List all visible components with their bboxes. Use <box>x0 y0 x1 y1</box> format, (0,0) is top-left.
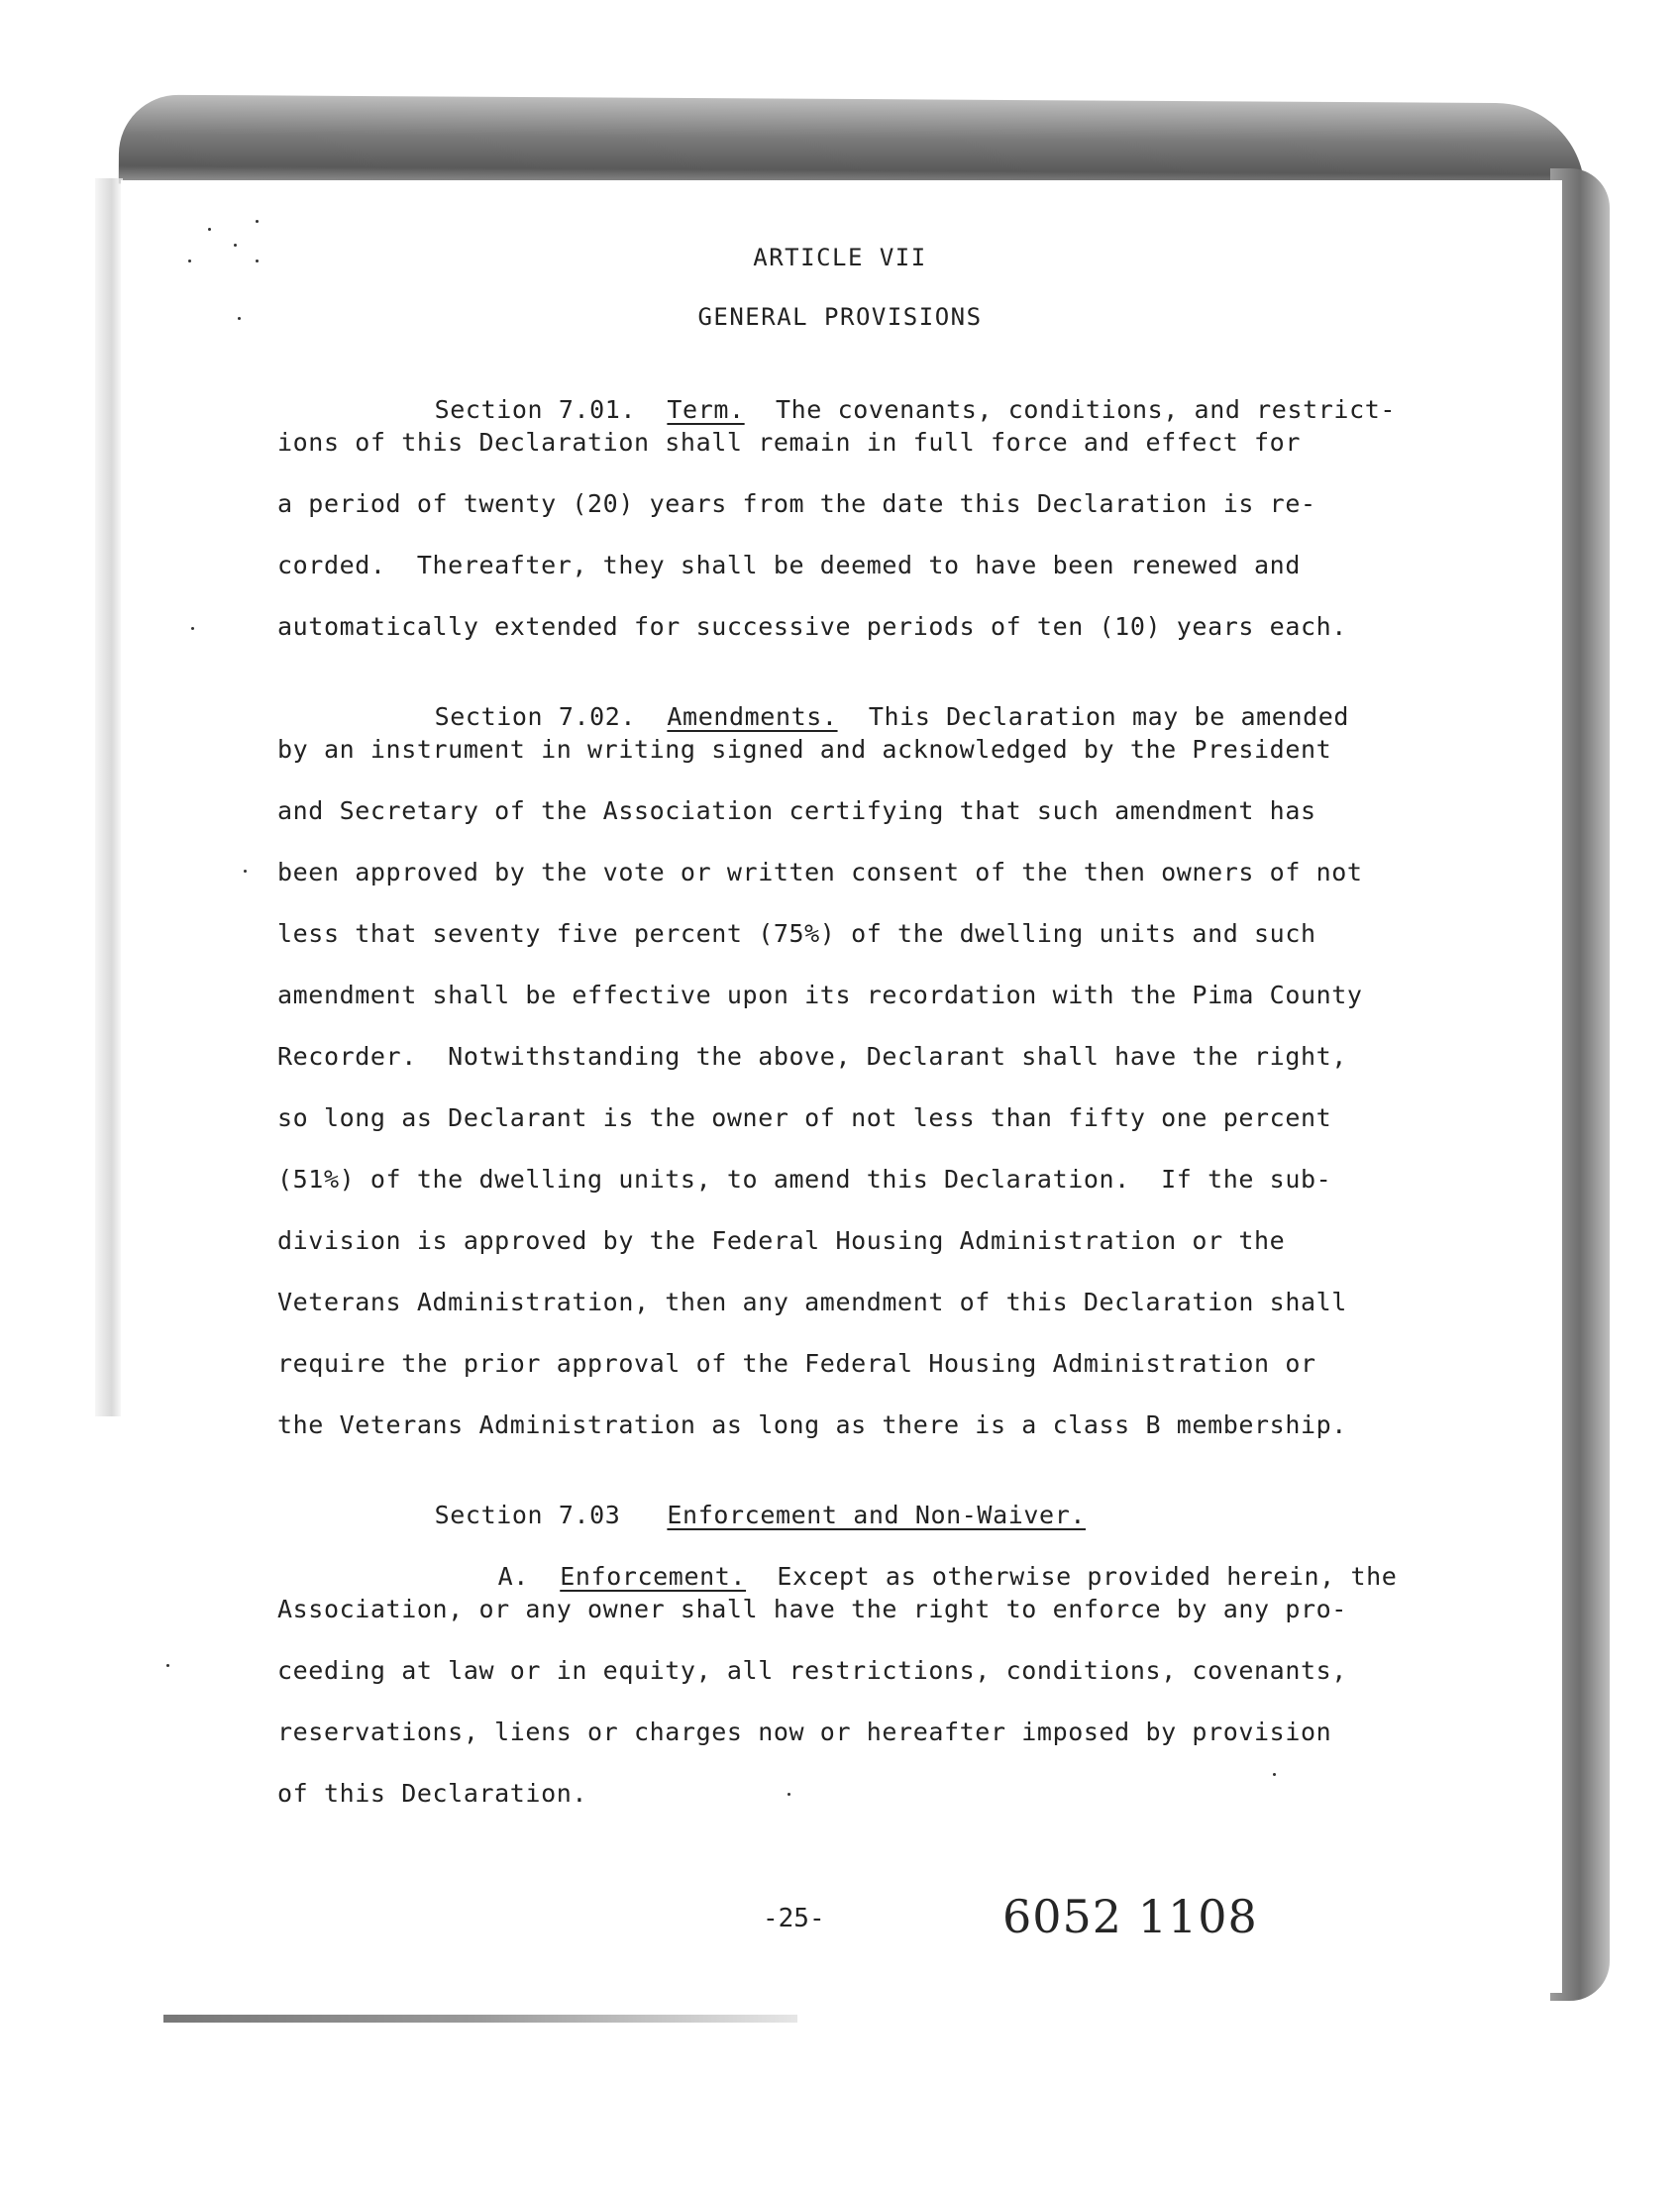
paragraph-line: Recorder. Notwithstanding the above, Declarant shall have the right, <box>277 1042 1347 1071</box>
paragraph-line: (51%) of the dwelling units, to amend this Declaration. If the sub- <box>277 1165 1332 1194</box>
book-page-stamp: 6052 1108 <box>1002 1890 1258 1943</box>
paragraph-line: automatically extended for successive periods of ten (10) years each. <box>277 612 1347 641</box>
paragraph-line: Except as otherwise provided herein, the <box>777 1562 1398 1591</box>
section-heading: Amendments. <box>667 702 838 731</box>
page-number: -25- <box>763 1904 825 1933</box>
section-label: Section 7.02. <box>434 702 637 731</box>
section-label: Section 7.01. <box>434 395 637 424</box>
paragraph-line: division is approved by the Federal Housing Administration or the <box>277 1226 1286 1255</box>
paragraph-line: a period of twenty (20) years from the date this Declaration is re- <box>277 489 1316 518</box>
section-label: Section 7.03 <box>434 1501 621 1529</box>
subsection-heading: Enforcement. <box>560 1562 747 1591</box>
paragraph-line: The covenants, conditions, and restrict- <box>775 395 1397 424</box>
paragraph-line: by an instrument in writing signed and acknowledged by the President <box>277 735 1332 764</box>
paragraph-line: and Secretary of the Association certifying that such amendment has <box>277 796 1316 825</box>
paragraph-line: of this Declaration. <box>277 1779 588 1808</box>
paragraph-line: corded. Thereafter, they shall be deemed to have been renewed and <box>277 551 1301 579</box>
paragraph-line: Veterans Administration, then any amendment of this Declaration shall <box>277 1288 1347 1316</box>
paragraph-line: so long as Declarant is the owner of not less than fifty one percent <box>277 1103 1332 1132</box>
paragraph-line: ceeding at law or in equity, all restrictions, conditions, covenants, <box>277 1656 1347 1685</box>
section-heading: Enforcement and Non-Waiver. <box>667 1501 1086 1529</box>
paragraph-line: amendment shall be effective upon its recordation with the Pima County <box>277 981 1363 1009</box>
paragraph-line: Association, or any owner shall have the right to enforce by any pro- <box>277 1595 1347 1623</box>
article-number: ARTICLE VII <box>753 244 927 271</box>
subsection-label: A. <box>497 1562 529 1591</box>
article-title: GENERAL PROVISIONS <box>697 303 983 331</box>
paragraph-line: This Declaration may be amended <box>868 702 1350 731</box>
paragraph-line: been approved by the vote or written consent of the then owners of not <box>277 858 1363 886</box>
paragraph-line: less that seventy five percent (75%) of the dwelling units and such <box>277 919 1316 948</box>
section-heading: Term. <box>667 395 745 424</box>
paragraph-line: require the prior approval of the Federal Housing Administration or <box>277 1349 1316 1378</box>
paragraph-line: the Veterans Administration as long as there is a class B membership. <box>277 1410 1347 1439</box>
paragraph-line: reservations, liens or charges now or hereafter imposed by provision <box>277 1718 1332 1746</box>
paragraph-line: ions of this Declaration shall remain in full force and effect for <box>277 428 1301 457</box>
